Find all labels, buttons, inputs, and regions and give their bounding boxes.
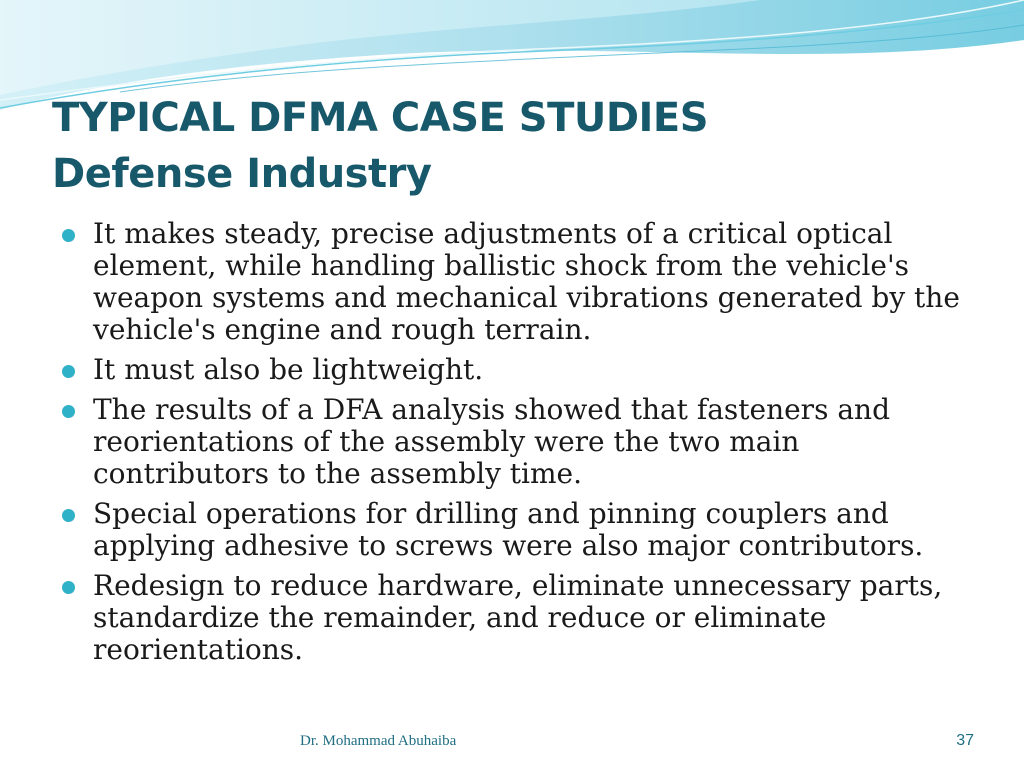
footer-author: Dr. Mohammad Abuhaiba	[300, 733, 457, 749]
bullet-dot-icon	[62, 405, 75, 418]
bullet-item	[60, 354, 960, 386]
bullet-text: Redesign to reduce hardware, eliminate unnecessary parts, standardize the remainder, and reduce or eliminate reorientations.	[93, 569, 943, 666]
bullet-item	[60, 394, 960, 490]
bullet-dot-icon	[62, 229, 75, 242]
bullet-text: The results of a DFA analysis showed that fasteners and reorientations of the assembly were the two main contributors to the assembly time.	[93, 393, 890, 490]
bullet-text: It must also be lightweight.	[93, 353, 484, 386]
bullet-item	[60, 570, 960, 666]
bullet-item	[60, 218, 960, 346]
page-number: 37	[956, 732, 974, 749]
bullet-dot-icon	[62, 365, 75, 378]
bullet-list	[60, 218, 960, 674]
title-block	[52, 92, 992, 204]
slide-title: TYPICAL DFMA CASE STUDIES	[52, 95, 709, 141]
bullet-dot-icon	[62, 581, 75, 594]
bullet-text: It makes steady, precise adjustments of a critical optical element, while handling ballistic shock from the vehicle's weapon systems and mechanical vibrations generated by the vehicle's engine and rough terrain.	[93, 217, 960, 346]
slide-subtitle: Defense Industry	[52, 151, 432, 197]
bullet-dot-icon	[62, 509, 75, 522]
bullet-item	[60, 498, 960, 562]
bullet-text: Special operations for drilling and pinning couplers and applying adhesive to screws were also major contributors.	[93, 497, 924, 562]
